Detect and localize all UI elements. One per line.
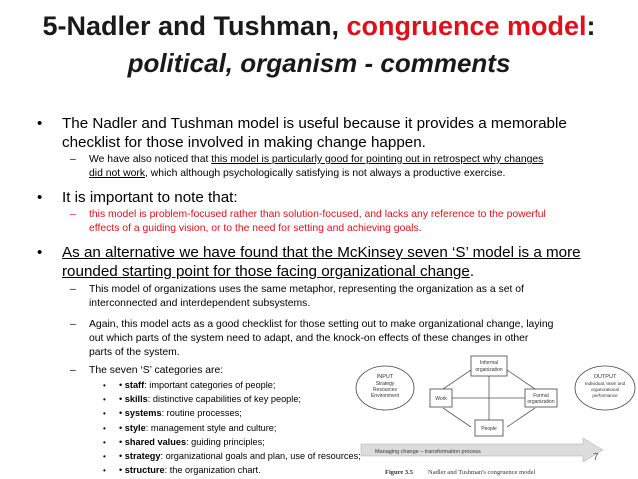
informal-label-2: organization (475, 367, 503, 373)
sub-dash: – (70, 365, 76, 376)
sub-text: , which although psychologically satisfying is not always a productive exercise. (145, 168, 506, 179)
connector-arrow (507, 408, 535, 427)
seven-s-inline-bullet: • (119, 451, 125, 461)
seven-s-name: staff (124, 380, 145, 390)
title-highlight: congruence model (346, 11, 587, 41)
sub-dash: – (70, 154, 76, 165)
seven-s-bullet: • (103, 466, 106, 476)
output-label: OUTPUT (593, 374, 617, 380)
seven-s-item (119, 464, 261, 477)
seven-s-inline-bullet: • (119, 408, 125, 419)
input-sub-1: Strategy (375, 381, 395, 387)
seven-s-inline-bullet: • (119, 380, 125, 390)
seven-s-bullet: • (103, 381, 106, 390)
input-sub-3: Environment (370, 393, 400, 399)
seven-s-inline-bullet: • (119, 436, 125, 447)
seven-s-inline-bullet: • (119, 465, 125, 476)
bullet-2-line-1: It is important to note that: (62, 189, 238, 206)
sub-dash: – (70, 319, 76, 330)
input-sub-2: Resources (373, 387, 397, 393)
seven-s-bullet: • (103, 395, 106, 405)
seven-s-bullet: • (103, 423, 106, 433)
seven-s-description: : distinctive capabilities of key people; (147, 394, 301, 405)
seven-s-description: : management style and culture; (145, 422, 277, 433)
informal-organization-box (471, 356, 507, 376)
bullet-3-sub-1-line-1: This model of organizations uses the same metaphor, representing the organization as a set of (89, 284, 524, 295)
seven-s-description: : organizational goals and plan, use of resources; (160, 451, 361, 461)
title-part-1: 5-Nadler and Tushman, (42, 11, 347, 41)
slide-title (0, 9, 638, 43)
seven-s-item (119, 450, 361, 463)
input-label: INPUT (376, 374, 394, 380)
seven-s-name: skills (124, 394, 148, 405)
transformation-label: Managing change – transformation process (375, 449, 481, 455)
sub-text: . (469, 263, 475, 280)
sub-text: We have also noticed that (89, 154, 212, 165)
people-label: People (481, 426, 497, 432)
sub-dash: – (70, 209, 76, 220)
seven-s-name: shared values (124, 436, 187, 447)
bullet-3-sub-2-line-1: Again, this model acts as a good checklist for those setting out to make organizational change, laying (89, 319, 554, 330)
output-sub-1: Individual, team and (584, 381, 626, 386)
seven-s-bullet: • (103, 409, 106, 419)
seven-s-name: style (124, 422, 146, 433)
seven-s-item (119, 407, 242, 420)
seven-s-name: systems (124, 408, 162, 419)
output-sub-2: organizational (590, 387, 620, 392)
bullet-1-line-1: The Nadler and Tushman model is useful because it provides a memorable (62, 115, 567, 132)
seven-s-description: : routine processes; (161, 408, 242, 419)
bullet-3-sub-1-line-2: interconnected and interdependent subsystems. (89, 298, 311, 309)
bullet-3-line-1: As an alternative we have found that the McKinsey seven ‘S’ model is a more (62, 244, 581, 261)
slide-subtitle: political, organism - comments (127, 48, 511, 78)
formal-label: Formal (533, 393, 549, 399)
underlined-text: rounded starting point for those facing organizational change (62, 263, 470, 280)
bullet-2-sub-line-2 (89, 222, 422, 236)
sub-text: . (418, 223, 422, 234)
seven-s-item (119, 379, 275, 392)
seven-s-item (119, 393, 301, 406)
seven-s-inline-bullet: • (119, 394, 125, 405)
figure-caption-number: Figure 3.5 (385, 469, 414, 476)
underlined-text: did not work (89, 168, 146, 179)
figure-caption-text: Nadler and Tushman's congruence model (428, 469, 536, 476)
seven-s-inline-bullet: • (119, 422, 125, 433)
bullet-3-line-2 (62, 262, 474, 281)
bullet-3-sub-2-line-2: out which parts of the system need to adapt, and the knock-on effects of these changes in other (89, 333, 529, 344)
bullet-2-sub-line-1: this model is problem-focused rather than solution-focused, and lacks any reference to the powerful (89, 209, 546, 220)
bullet-dot: • (37, 244, 43, 261)
bullet-3-sub-2-line-3: parts of the system. (89, 347, 180, 358)
bullet-1-line-2: checklist for those involved in making change happen. (62, 134, 426, 151)
bullet-1-sub-line-1 (89, 153, 543, 167)
bullet-1-sub-line-2 (89, 167, 505, 181)
sub-dash: – (70, 284, 76, 295)
seven-s-item (119, 422, 276, 435)
bullet-dot: • (37, 115, 43, 132)
connector-arrow (443, 370, 471, 389)
connector-arrow (507, 370, 535, 389)
red-text: effects of a guiding vision, or to the need for setting and achieving goals (89, 223, 419, 234)
seven-s-name: strategy (124, 451, 161, 461)
underlined-text: this model is particularly good for pointing out in retrospect why changes (211, 154, 544, 165)
work-label: Work (435, 396, 447, 402)
connector-arrow (443, 408, 471, 427)
page-number: 7 (593, 452, 599, 463)
output-sub-3: performance (592, 393, 618, 398)
title-part-3: : (586, 11, 596, 41)
seven-s-description: : the organization chart. (164, 465, 261, 476)
seven-s-name: structure (124, 465, 165, 476)
seven-s-description: : guiding principles; (186, 436, 265, 447)
seven-s-description: : important categories of people; (144, 380, 276, 390)
formal-label-2: organization (527, 399, 555, 405)
seven-s-bullet: • (103, 452, 106, 461)
informal-label: Informal (479, 360, 499, 366)
seven-s-bullet: • (103, 437, 106, 447)
bullet-3-sub-3-line-1: The seven ‘S’ categories are: (89, 365, 224, 376)
seven-s-item (119, 436, 265, 449)
bullet-dot: • (37, 189, 43, 206)
